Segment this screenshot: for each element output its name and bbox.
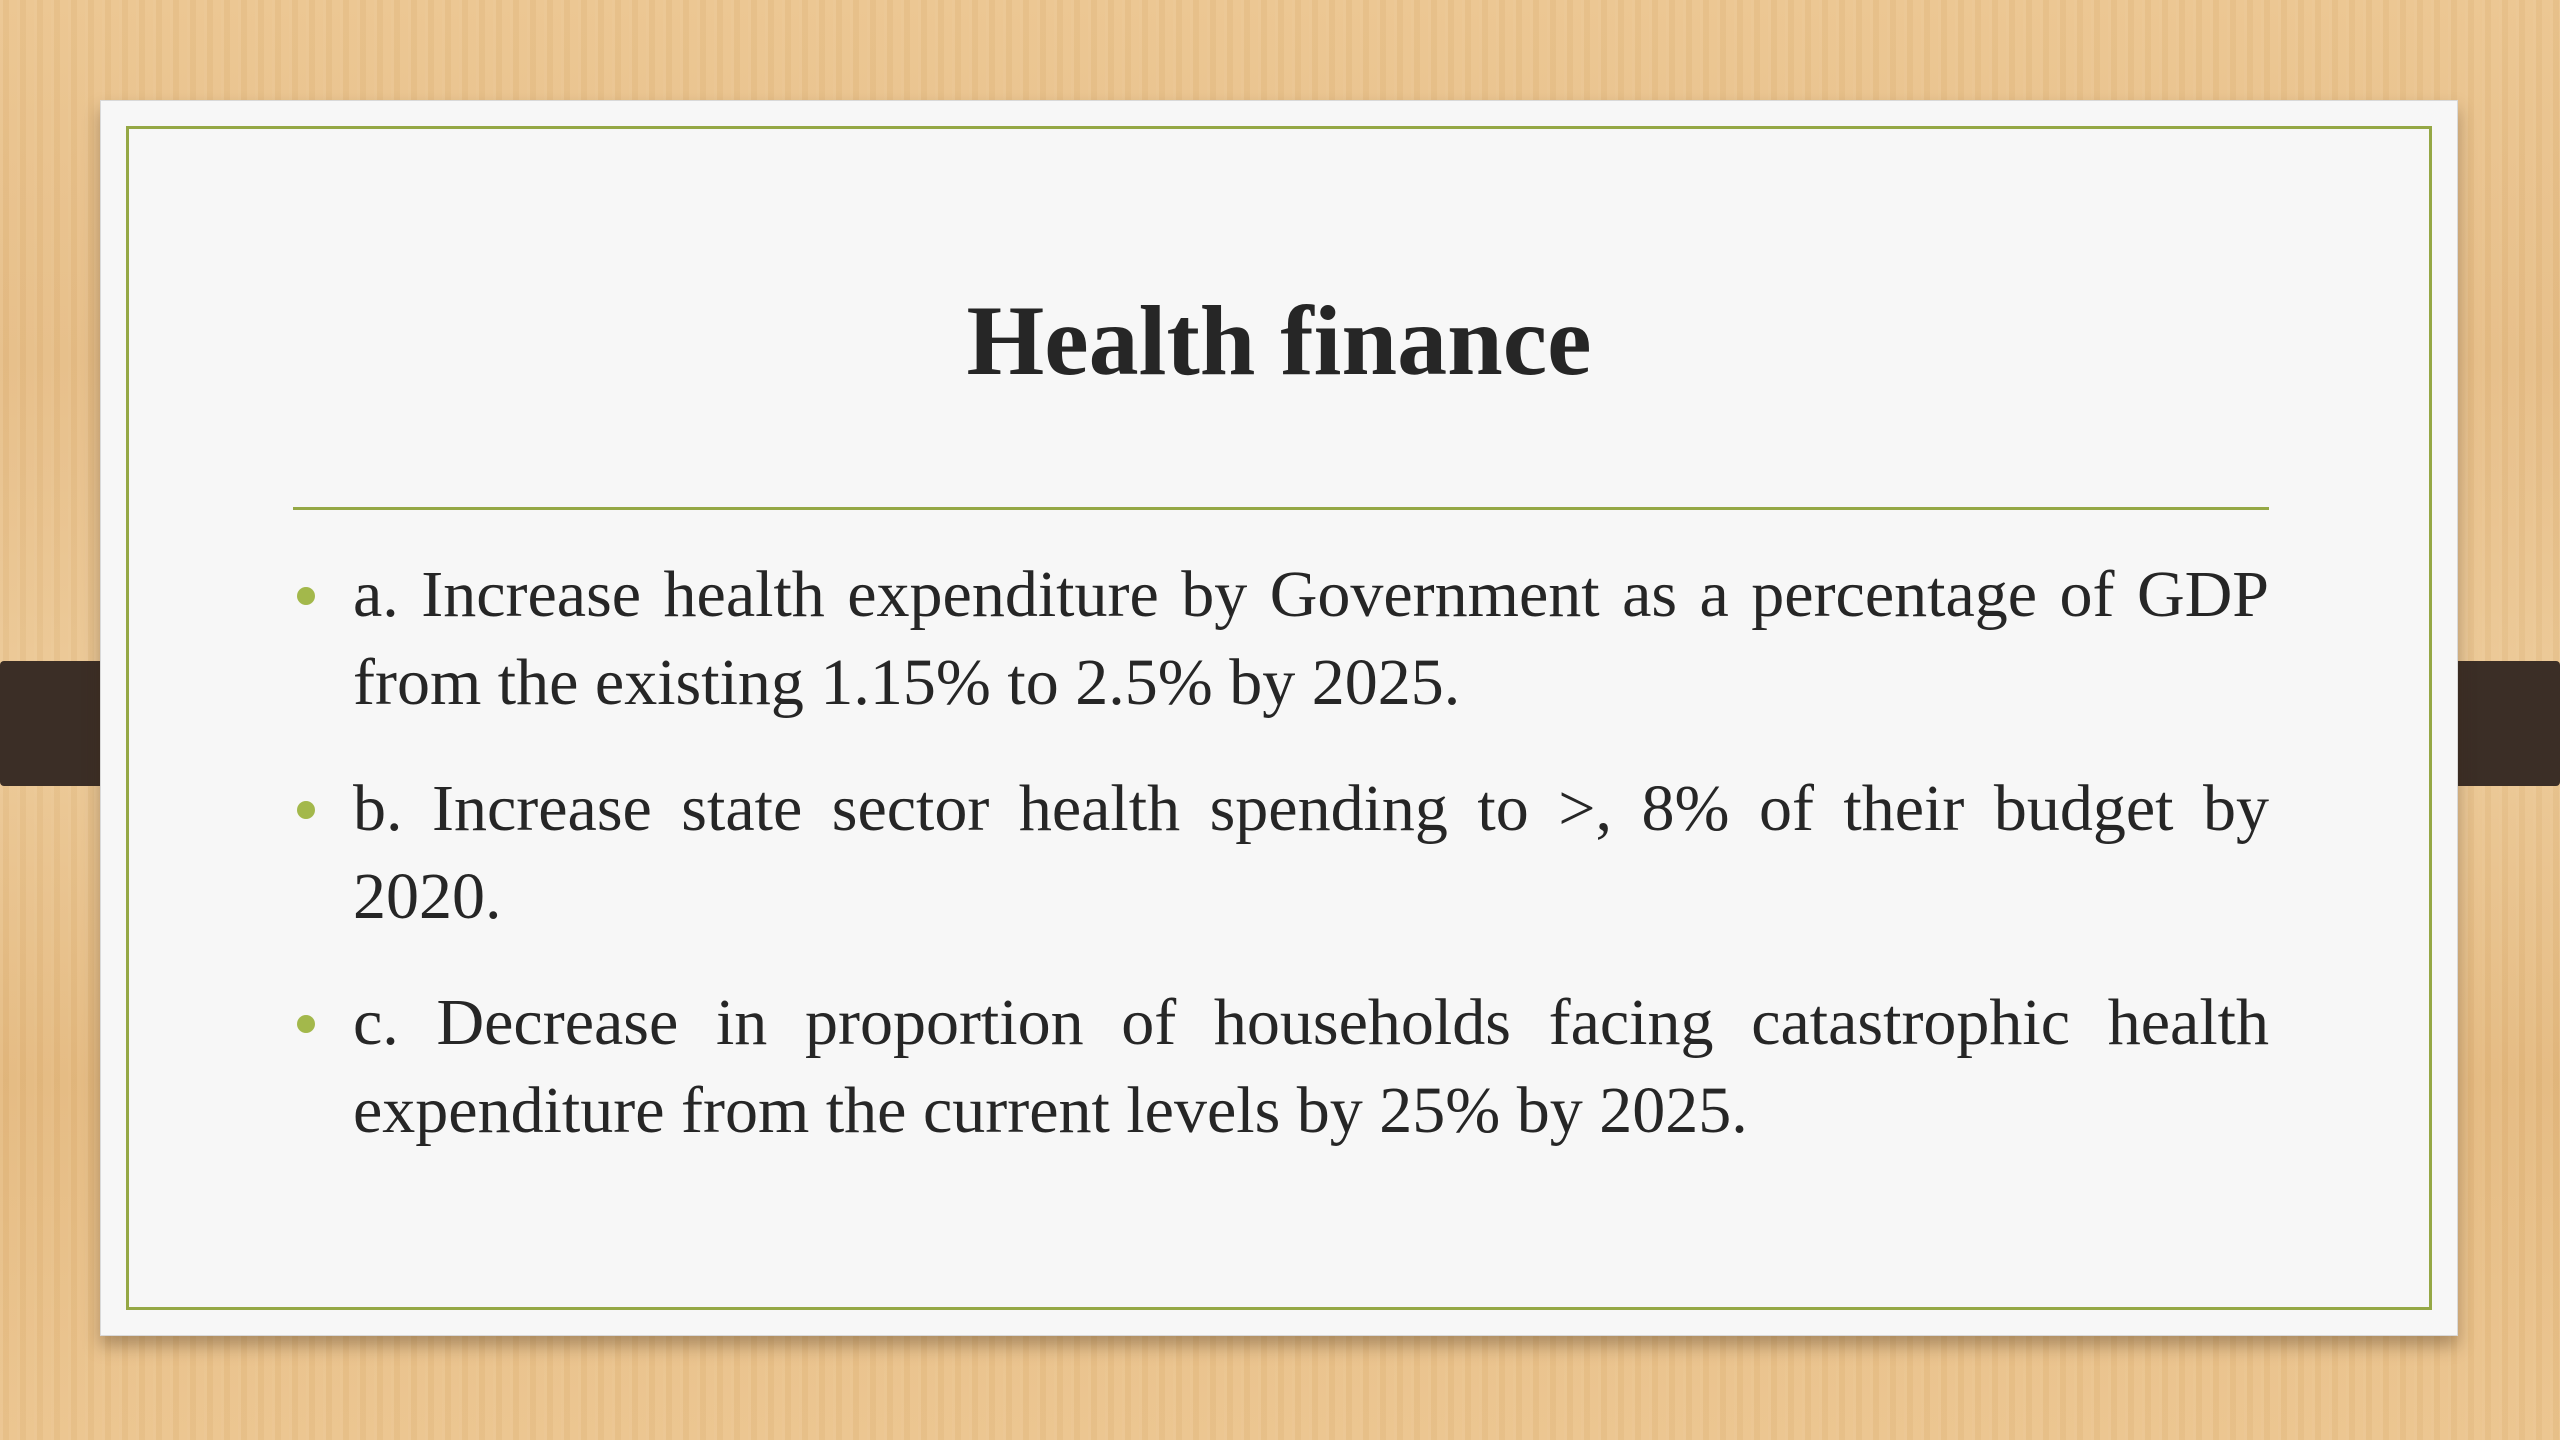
bullet-dot-icon: [297, 587, 315, 605]
bullet-item: [293, 765, 2269, 941]
slide-title: Health finance: [966, 285, 1592, 396]
bullet-text: c. Decrease in proportion of households facing catastrophic health expenditure from the current levels by 25% by 2025.: [353, 986, 2269, 1147]
bullet-item: [293, 551, 2269, 727]
bullet-dot-icon: [297, 801, 315, 819]
slide: [100, 100, 2458, 1336]
bullet-dot-icon: [297, 1015, 315, 1033]
bullet-text: a. Increase health expenditure by Government as a percentage of GDP from the existing 1.15% to 2.5% by 2025.: [353, 558, 2269, 719]
bullet-list: [293, 551, 2269, 1193]
title-divider: [293, 507, 2269, 510]
bullet-text: b. Increase state sector health spending to >, 8% of their budget by 2020.: [353, 772, 2269, 933]
bullet-item: [293, 979, 2269, 1155]
